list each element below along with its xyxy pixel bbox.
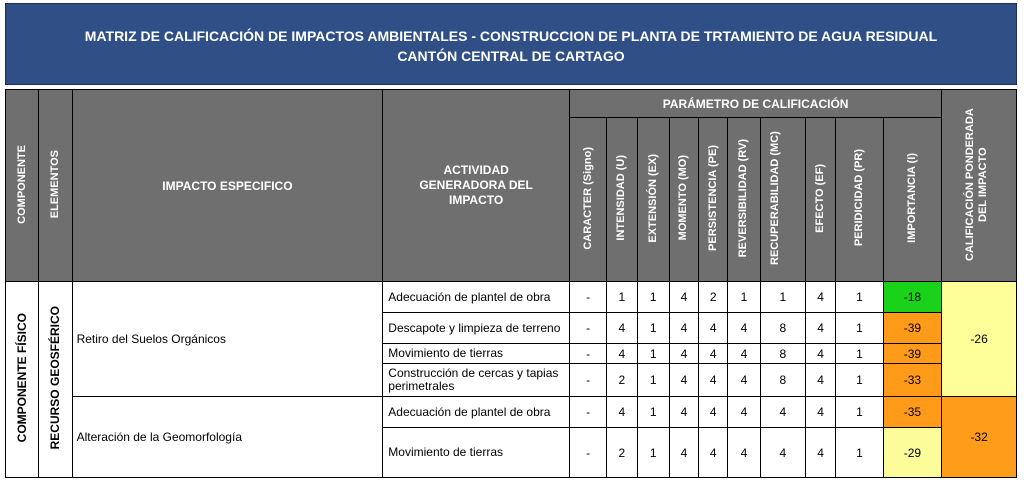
value-cell: 4: [669, 313, 698, 344]
elemento-cell: RECURSO GEOSFÉRICO: [39, 282, 72, 478]
actividad-cell: Adecuación de plantel de obra: [383, 397, 570, 428]
actividad-cell: Movimiento de tierras: [383, 344, 570, 364]
actividad-cell: Descapote y limpieza de terreno: [383, 313, 570, 344]
param-header: INTENSIDAD (U): [607, 118, 637, 282]
importancia-cell: -35: [883, 397, 942, 428]
header-elementos: ELEMENTOS: [39, 90, 72, 282]
matrix-table: [5, 89, 1017, 478]
header-componente: COMPONENTE: [6, 90, 39, 282]
importancia-cell: -18: [883, 282, 942, 313]
value-cell: 1: [836, 344, 883, 364]
title-line-2: CANTÓN CENTRAL DE CARTAGO: [397, 48, 625, 64]
value-cell: 4: [669, 282, 698, 313]
value-cell: 1: [836, 397, 883, 428]
param-header: REVERSIBILIDAD (RV): [728, 118, 760, 282]
value-cell: -: [569, 397, 606, 428]
value-cell: 4: [699, 428, 728, 478]
calificacion-cell: -26: [942, 282, 1017, 397]
param-header: MOMENTO (MO): [669, 118, 698, 282]
actividad-cell: Construcción de cercas y tapias perimetrales: [383, 364, 570, 397]
param-header: CARACTER (Signo): [569, 118, 606, 282]
value-cell: 4: [728, 344, 760, 364]
value-cell: 2: [607, 428, 637, 478]
actividad-cell: Movimiento de tierras: [383, 428, 570, 478]
impact-matrix: [5, 3, 1017, 486]
value-cell: 4: [699, 313, 728, 344]
impacto-cell: Retiro del Suelos Orgánicos: [72, 282, 383, 397]
title-line-1: MATRIZ DE CALIFICACIÓN DE IMPACTOS AMBIENTALES - CONSTRUCCION DE PLANTA DE TRTAMIENTO DE AGUA RESIDUAL: [84, 28, 938, 44]
value-cell: 4: [728, 313, 760, 344]
header-parametro: PARÁMETRO DE CALIFICACIÓN: [569, 90, 941, 118]
impacto-cell: Alteración de la Geomorfología: [72, 397, 383, 478]
value-cell: -: [569, 282, 606, 313]
value-cell: 4: [607, 344, 637, 364]
value-cell: 1: [836, 428, 883, 478]
value-cell: 1: [607, 282, 637, 313]
param-header: EXTENSIÓN (EX): [637, 118, 669, 282]
param-header: PERSISTENCIA (PE): [699, 118, 728, 282]
value-cell: -: [569, 364, 606, 397]
param-header: EFECTO (EF): [805, 118, 835, 282]
param-header: RECUPERABILIDAD (MC): [760, 118, 805, 282]
calificacion-cell: -32: [942, 397, 1017, 478]
value-cell: 4: [607, 313, 637, 344]
value-cell: 8: [760, 344, 805, 364]
value-cell: 1: [760, 282, 805, 313]
value-cell: 4: [805, 397, 835, 428]
value-cell: 1: [637, 344, 669, 364]
header-actividad: ACTIVIDAD GENERADORA DEL IMPACTO: [383, 90, 570, 282]
value-cell: 1: [836, 364, 883, 397]
value-cell: 4: [669, 344, 698, 364]
value-cell: 4: [669, 428, 698, 478]
importancia-cell: -39: [883, 313, 942, 344]
value-cell: 1: [836, 282, 883, 313]
param-header: PERIDICIDAD (PR): [836, 118, 883, 282]
value-cell: 1: [637, 397, 669, 428]
value-cell: 2: [699, 282, 728, 313]
header-calificacion: CALIFICACIÓN PONDERADA DEL IMPACTO: [942, 90, 1017, 282]
value-cell: 1: [637, 313, 669, 344]
value-cell: 4: [728, 397, 760, 428]
importancia-cell: -39: [883, 344, 942, 364]
importancia-cell: -29: [883, 428, 942, 478]
value-cell: 4: [669, 364, 698, 397]
value-cell: 2: [607, 364, 637, 397]
value-cell: 8: [760, 313, 805, 344]
table-row: [6, 397, 1017, 428]
value-cell: -: [569, 428, 606, 478]
value-cell: 4: [760, 428, 805, 478]
value-cell: 4: [805, 344, 835, 364]
page-title: [5, 3, 1017, 85]
value-cell: 4: [805, 282, 835, 313]
value-cell: 1: [637, 364, 669, 397]
value-cell: -: [569, 344, 606, 364]
value-cell: 4: [669, 397, 698, 428]
value-cell: 8: [760, 364, 805, 397]
param-header: IMPORTANCIA (I): [883, 118, 942, 282]
value-cell: 4: [699, 344, 728, 364]
value-cell: 4: [805, 364, 835, 397]
value-cell: 1: [637, 428, 669, 478]
value-cell: 4: [699, 364, 728, 397]
value-cell: 4: [728, 428, 760, 478]
value-cell: 4: [699, 397, 728, 428]
importancia-cell: -33: [883, 364, 942, 397]
header-impacto: IMPACTO ESPECIFICO: [72, 90, 383, 282]
table-row: [6, 282, 1017, 313]
value-cell: 4: [760, 397, 805, 428]
componente-cell: COMPONENTE FÍSICO: [6, 282, 39, 478]
value-cell: 4: [607, 397, 637, 428]
value-cell: 4: [728, 364, 760, 397]
actividad-cell: Adecuación de plantel de obra: [383, 282, 570, 313]
value-cell: 1: [836, 313, 883, 344]
value-cell: -: [569, 313, 606, 344]
value-cell: 1: [728, 282, 760, 313]
value-cell: 4: [805, 313, 835, 344]
value-cell: 1: [637, 282, 669, 313]
value-cell: 4: [805, 428, 835, 478]
